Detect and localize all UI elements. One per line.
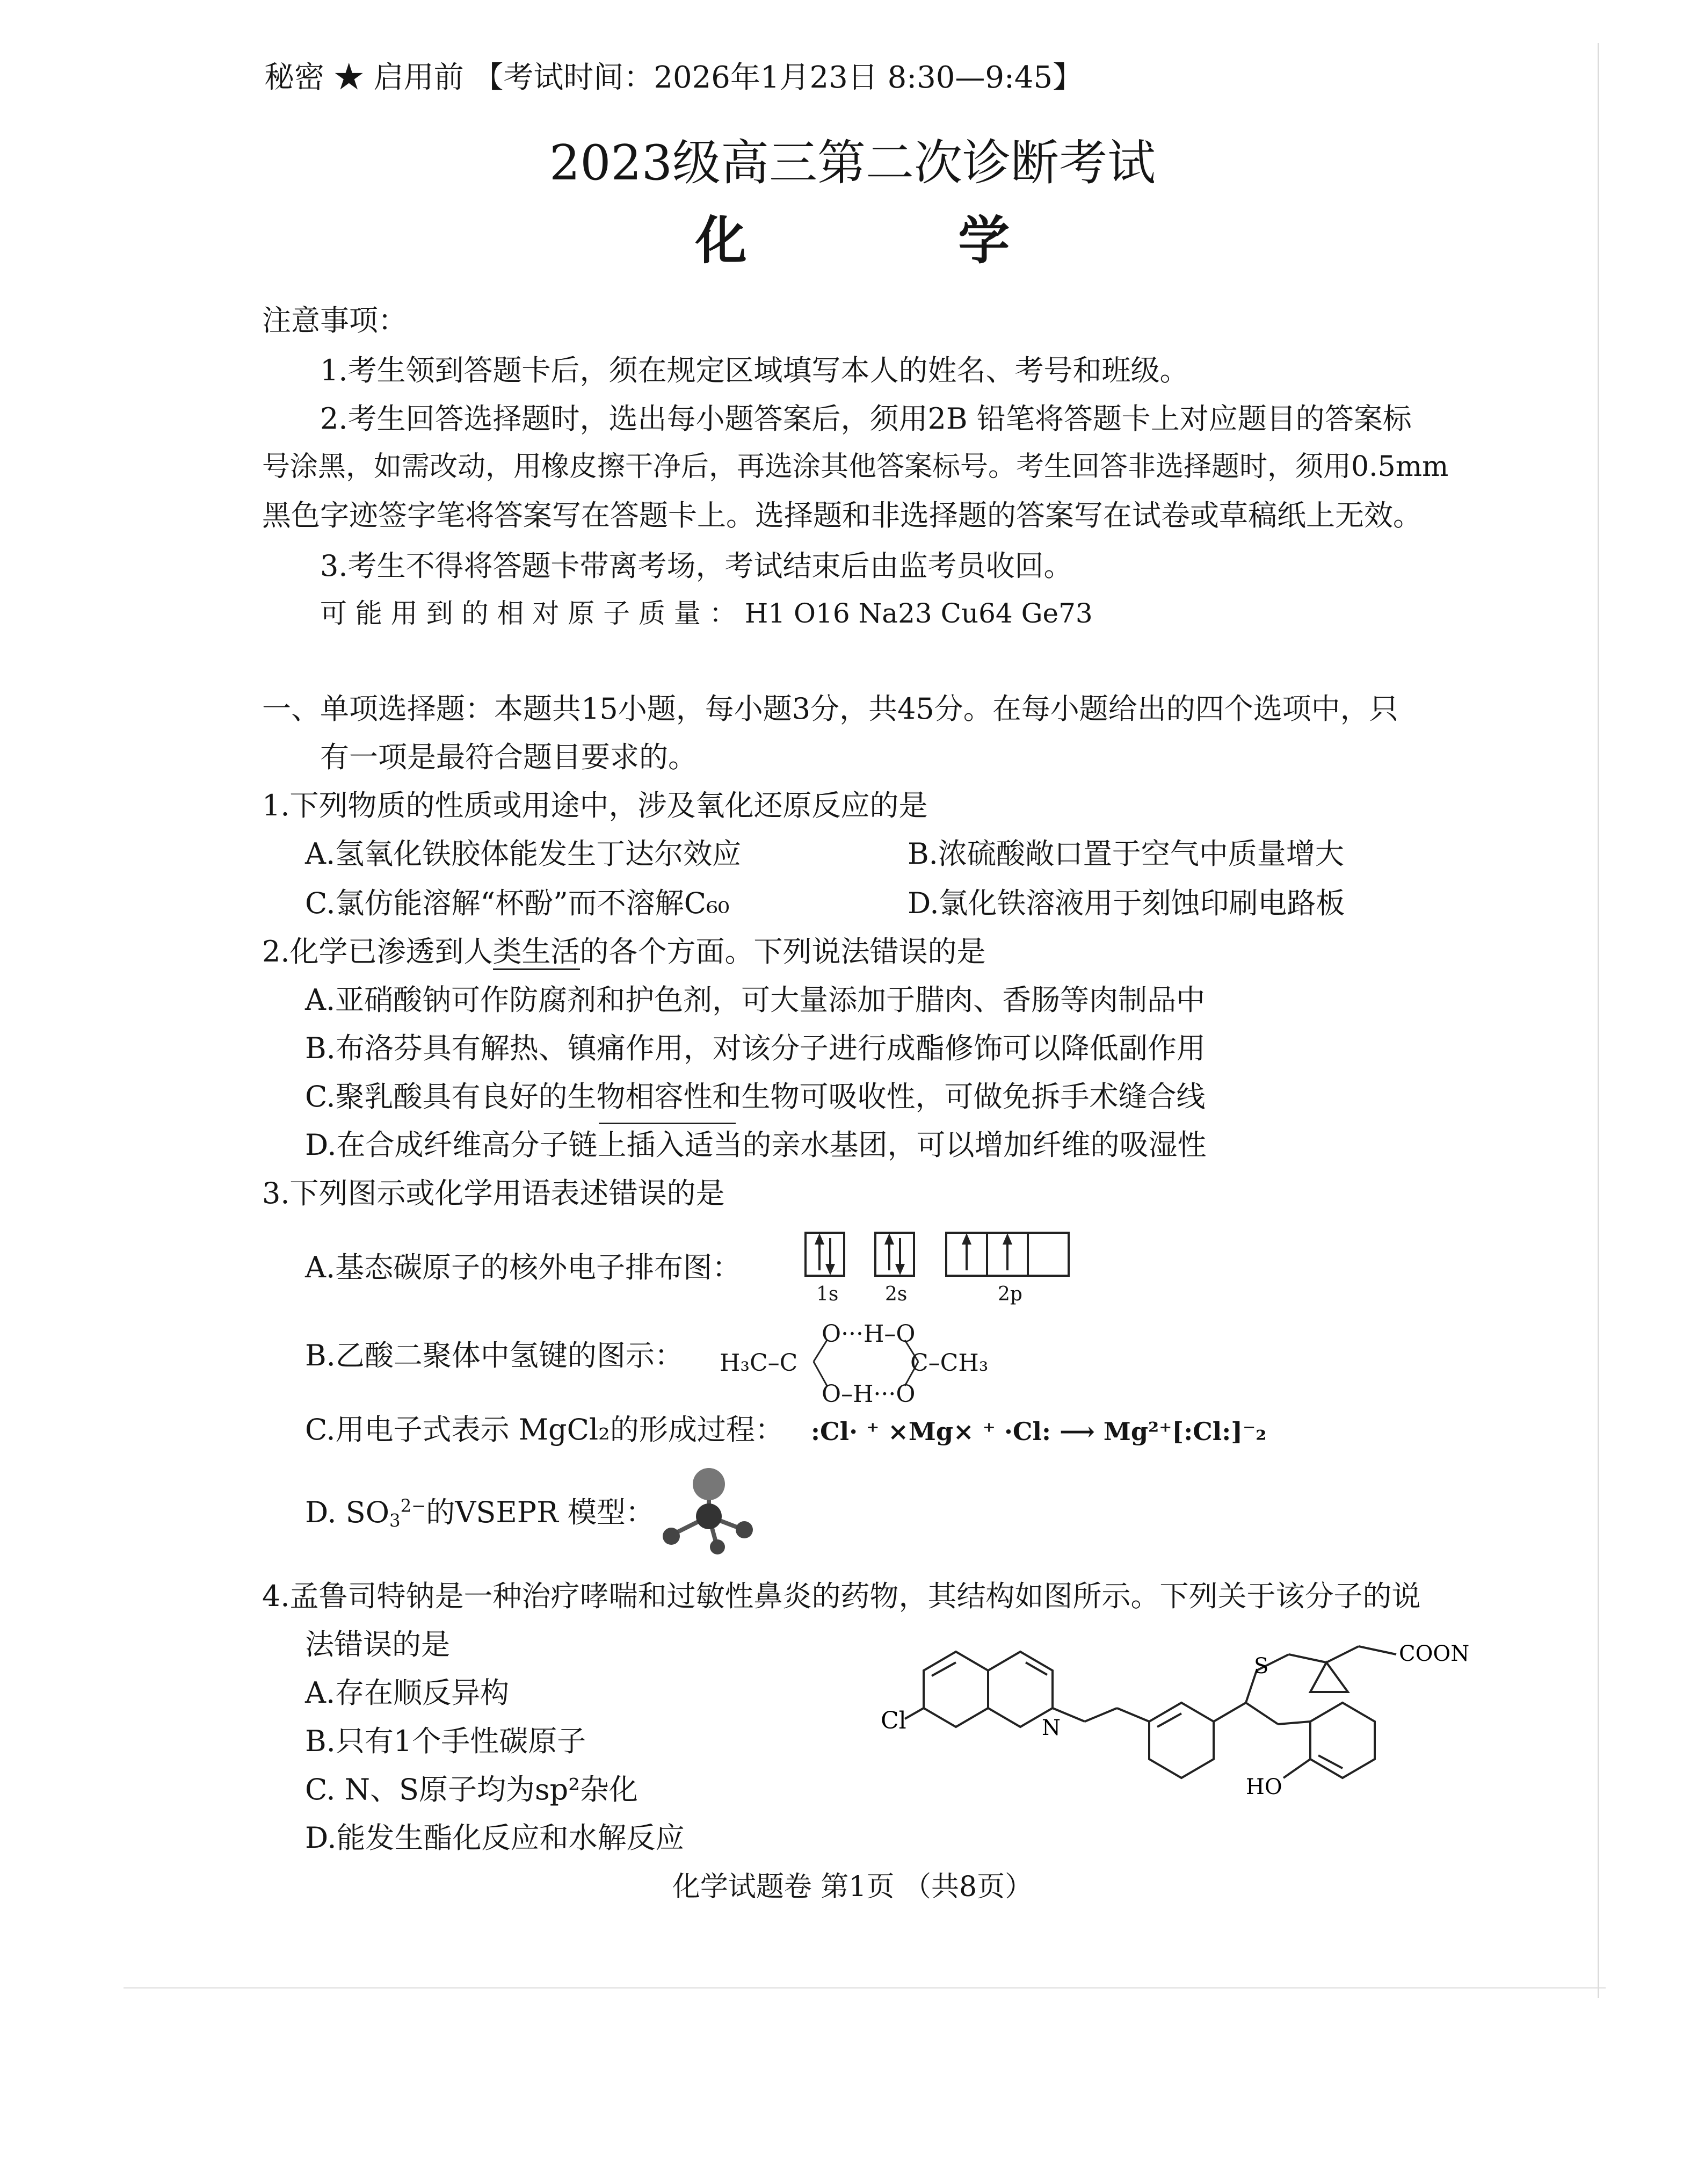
q2-stem-pre: 2.化学已渗透到人 bbox=[262, 935, 493, 968]
structure-coo-label: COON bbox=[1399, 1641, 1470, 1666]
scan-edge-left bbox=[124, 1987, 1606, 1988]
structure-ho-label: HO bbox=[1246, 1775, 1282, 1799]
montelukast-structure-svg bbox=[881, 1633, 1471, 1837]
q2-stem bbox=[262, 935, 986, 970]
q3-option-d bbox=[305, 1495, 655, 1531]
q2-option-c: C.聚乳酸具有良好的生物相容性和生物可吸收性，可做免拆手术缝合线 bbox=[305, 1080, 1206, 1113]
q4-stem: 4.孟鲁司特钠是一种治疗哮喘和过敏性鼻炎的药物，其结构如图所示。下列关于该分子的说 bbox=[262, 1579, 1421, 1613]
acetic-acid-dimer bbox=[720, 1311, 999, 1413]
q2-option-d: D.在合成纤维高分子链上插入适当的亲水基团，可以增加纤维的吸湿性 bbox=[305, 1128, 1207, 1162]
section1-line1: 一、单项选择题：本题共15小题，每小题3分，共45分。在每小题给出的四个选项中，只 bbox=[262, 692, 1398, 726]
q1-option-c: C.氯仿能溶解“杯酚”而不溶解C₆₀ bbox=[305, 886, 730, 920]
note-item-2-cont: 号涂黑，如需改动，用橡皮擦干净后，再选涂其他答案标号。考生回答非选择题时，须用0.5mm bbox=[262, 451, 1449, 483]
notes-heading: 注意事项： bbox=[262, 303, 407, 337]
q3-option-a: A.基态碳原子的核外电子排布图： bbox=[305, 1250, 742, 1284]
q2-stem-underlined: 类生活 bbox=[493, 935, 580, 970]
dimer-right-group: C–CH₃ bbox=[910, 1349, 989, 1377]
q2-stem-post: 的各个方面。下列说法错误的是 bbox=[579, 935, 986, 968]
dimer-bottom-row: O–H···O bbox=[822, 1380, 916, 1408]
q4-option-a: A.存在顺反异构 bbox=[305, 1676, 510, 1710]
q2-c-underline-mark bbox=[599, 1123, 736, 1124]
q3-option-b: B.乙酸二聚体中氢键的图示： bbox=[305, 1339, 684, 1372]
q1-option-b: B.浓硫酸敞口置于空气中质量增大 bbox=[908, 837, 1344, 871]
q4-stem-cont: 法错误的是 bbox=[305, 1628, 450, 1661]
scan-edge-right bbox=[1598, 43, 1599, 1998]
vsepr-model-svg bbox=[650, 1465, 768, 1557]
q3-d-post: 的VSEPR 模型： bbox=[426, 1495, 655, 1529]
section1-line2: 有一项是最符合题目要求的。 bbox=[320, 740, 697, 774]
q3-d-sup: 2− bbox=[400, 1495, 426, 1516]
note-item-3: 3.考生不得将答题卡带离考场，考试结束后由监考员收回。 bbox=[320, 549, 1073, 583]
atomic-mass-line: 可 能 用 到 的 相 对 原 子 质 量 ： H1 O16 Na23 Cu64 Ge73 bbox=[320, 598, 1093, 629]
q3-d-sub: 3 bbox=[389, 1510, 401, 1531]
q4-option-c: C. N、S原子均为sp²杂化 bbox=[305, 1773, 638, 1806]
q2-option-b: B.布洛芬具有解热、镇痛作用，对该分子进行成酯修饰可以降低副作用 bbox=[305, 1031, 1206, 1065]
orbital-diagram bbox=[800, 1227, 1101, 1313]
structure-n-label: N bbox=[1042, 1716, 1061, 1740]
q3-option-c: C.用电子式表示 MgCl₂的形成过程： bbox=[305, 1413, 784, 1447]
montelukast-structure bbox=[881, 1633, 1471, 1837]
subject-title: 化 学 bbox=[695, 210, 1107, 271]
vsepr-model bbox=[650, 1465, 768, 1557]
note-item-2-cont2: 黑色字迹签字笔将答案写在答题卡上。选择题和非选择题的答案写在试卷或草稿纸上无效。 bbox=[262, 498, 1422, 532]
secret-line: 秘密 ★ 启用前 【考试时间：2026年1月23日 8:30—9:45】 bbox=[264, 60, 1083, 95]
orbital-label-1s: 1s bbox=[816, 1283, 839, 1305]
q3-stem: 3.下列图示或化学用语表述错误的是 bbox=[262, 1176, 725, 1210]
q2-option-a: A.亚硝酸钠可作防腐剂和护色剂，可大量添加于腊肉、香肠等肉制品中 bbox=[305, 983, 1206, 1017]
dimer-left-group: H₃C–C bbox=[720, 1349, 798, 1377]
q1-option-a: A.氢氧化铁胶体能发生丁达尔效应 bbox=[305, 837, 742, 871]
orbital-label-2s: 2s bbox=[885, 1283, 908, 1305]
q1-option-d: D.氯化铁溶液用于刻蚀印刷电路板 bbox=[908, 886, 1345, 920]
q4-option-b: B.只有1个手性碳原子 bbox=[305, 1724, 586, 1758]
mgcl2-electron-formula: :Cl· ⁺ ×Mg× ⁺ ·Cl: ⟶ Mg²⁺[:Cl:]⁻₂ bbox=[811, 1417, 1267, 1446]
structure-s-label: S bbox=[1254, 1654, 1269, 1679]
page-footer: 化学试题卷 第1页 （共8页） bbox=[672, 1871, 1033, 1903]
orbital-box-2s bbox=[875, 1233, 914, 1276]
exam-title: 2023级高三第二次诊断考试 bbox=[549, 135, 1156, 191]
note-item-1: 1.考生领到答题卡后，须在规定区域填写本人的姓名、考号和班级。 bbox=[320, 353, 1189, 387]
orbital-box-1s bbox=[806, 1233, 844, 1276]
q4-option-d: D.能发生酯化反应和水解反应 bbox=[305, 1821, 685, 1855]
structure-cl-label: Cl bbox=[881, 1707, 906, 1734]
orbital-diagram-svg bbox=[800, 1227, 1101, 1313]
q1-stem: 1.下列物质的性质或用途中，涉及氧化还原反应的是 bbox=[262, 789, 928, 822]
note-item-2: 2.考生回答选择题时，选出每小题答案后，须用2B 铅笔将答题卡上对应题目的答案标 bbox=[320, 402, 1412, 436]
orbital-label-2p: 2p bbox=[998, 1283, 1022, 1305]
dimer-top-row: O···H–O bbox=[822, 1320, 916, 1348]
q3-d-pre: D. SO bbox=[305, 1495, 389, 1529]
